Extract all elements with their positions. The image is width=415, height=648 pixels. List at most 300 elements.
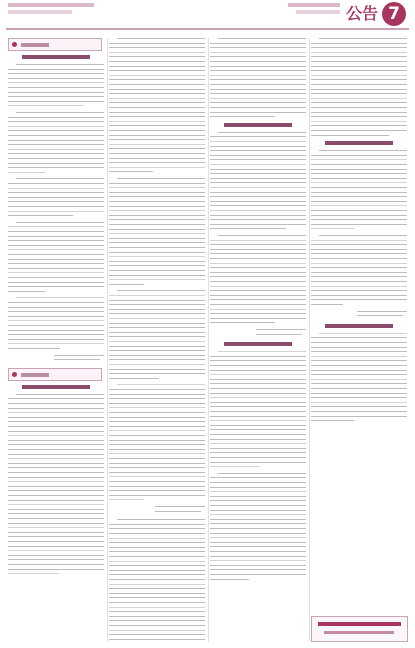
- text-line: [109, 66, 205, 67]
- text-line: [109, 233, 205, 234]
- text-line: [8, 343, 104, 344]
- text-line: [109, 495, 205, 496]
- text-line: [8, 117, 104, 118]
- text-line: [8, 311, 104, 312]
- text-line: [311, 173, 407, 174]
- text-line: [311, 406, 407, 407]
- text-line: [8, 513, 104, 514]
- text-line: [210, 411, 306, 412]
- text-line: [210, 482, 306, 483]
- text-line: [210, 276, 306, 277]
- text-line: [210, 388, 306, 389]
- section-tag: [8, 368, 102, 381]
- text-line: [311, 43, 407, 44]
- text-line: [8, 231, 104, 232]
- text-line: [218, 351, 306, 352]
- text-line: [210, 169, 306, 170]
- footer-banner: [311, 616, 408, 642]
- text-line: [311, 79, 407, 80]
- text-line: [8, 398, 104, 399]
- notice-column-2: [109, 38, 206, 642]
- text-line: [311, 178, 407, 179]
- section-tag-label: [21, 43, 49, 47]
- text-line: [311, 388, 407, 389]
- text-line: [109, 634, 205, 635]
- text-line: [8, 320, 104, 321]
- section-tag-dot: [12, 372, 17, 377]
- text-line: [8, 421, 104, 422]
- text-line: [210, 192, 306, 193]
- notice-heading: [22, 385, 90, 389]
- text-line: [210, 155, 306, 156]
- text-line: [8, 82, 104, 83]
- text-line: [210, 267, 306, 268]
- text-line: [8, 339, 104, 340]
- text-line: [109, 341, 205, 342]
- text-line: [210, 146, 306, 147]
- text-line: [109, 93, 205, 94]
- text-line: [210, 187, 306, 188]
- text-line: [311, 164, 407, 165]
- text-line: [109, 389, 205, 390]
- text-line: [210, 537, 306, 538]
- text-line: [117, 38, 205, 39]
- text-line: [109, 56, 205, 57]
- text-line: [210, 356, 306, 357]
- text-line: [311, 61, 407, 62]
- text-line: [8, 417, 104, 418]
- text-line: [311, 196, 407, 197]
- text-line: [109, 183, 205, 184]
- text-line: [8, 197, 104, 198]
- text-line: [109, 355, 205, 356]
- text-line: [109, 187, 205, 188]
- section-tag-label: [21, 373, 49, 377]
- text-line: [210, 43, 306, 44]
- text-line: [218, 473, 306, 474]
- text-line: [210, 420, 306, 421]
- text-line: [109, 153, 205, 154]
- column-divider: [309, 38, 310, 642]
- text-line: [218, 38, 306, 39]
- text-line: [311, 75, 407, 76]
- text-line: [109, 224, 205, 225]
- text-line: [8, 564, 104, 565]
- text-line: [109, 247, 205, 248]
- text-line: [109, 121, 205, 122]
- text-line: [218, 132, 306, 133]
- text-line: [109, 417, 205, 418]
- text-line: [210, 528, 306, 529]
- text-line: [210, 556, 306, 557]
- text-line: [210, 406, 306, 407]
- issue-date-line: [296, 10, 340, 14]
- text-line: [210, 443, 306, 444]
- text-line: [311, 112, 407, 113]
- text-line: [210, 360, 306, 361]
- text-line: [109, 570, 205, 571]
- text-line: [109, 593, 205, 594]
- text-line: [311, 56, 407, 57]
- text-line: [109, 196, 205, 197]
- text-line: [8, 140, 104, 141]
- text-line: [109, 256, 205, 257]
- text-line: [16, 112, 104, 113]
- text-line: [210, 56, 306, 57]
- text-line: [109, 584, 205, 585]
- text-line: [311, 155, 407, 156]
- text-line: [8, 495, 104, 496]
- text-line: [210, 182, 306, 183]
- page-number-badge: 7: [382, 2, 406, 26]
- text-line: [8, 325, 104, 326]
- text-line: [210, 224, 306, 225]
- masthead: [0, 0, 415, 30]
- signature-line: [155, 511, 201, 512]
- text-line: [109, 336, 205, 337]
- section-tag: [8, 38, 102, 51]
- text-line: [109, 620, 205, 621]
- signature-line: [256, 329, 306, 330]
- text-line: [8, 144, 104, 145]
- text-line: [210, 523, 306, 524]
- text-line: [8, 569, 104, 570]
- text-line: [109, 284, 144, 285]
- text-line: [210, 281, 306, 282]
- text-line: [8, 153, 104, 154]
- footer-banner-line: [318, 622, 401, 626]
- text-line: [210, 272, 306, 273]
- section-title: 公告: [346, 4, 379, 23]
- text-line: [210, 309, 306, 310]
- text-line: [8, 240, 104, 241]
- text-line: [109, 210, 205, 211]
- text-line: [8, 536, 104, 537]
- text-line: [311, 347, 407, 348]
- text-line: [311, 84, 407, 85]
- text-line: [311, 70, 407, 71]
- text-line: [109, 116, 205, 117]
- text-line: [319, 38, 407, 39]
- text-line: [210, 383, 306, 384]
- text-line: [109, 524, 205, 525]
- text-line: [311, 102, 407, 103]
- text-line: [109, 444, 205, 445]
- text-line: [109, 270, 205, 271]
- text-line: [311, 187, 407, 188]
- text-line: [210, 462, 306, 463]
- text-line: [8, 449, 104, 450]
- text-line: [109, 219, 205, 220]
- text-line: [210, 61, 306, 62]
- text-line: [109, 279, 205, 280]
- text-line: [109, 597, 205, 598]
- text-line: [210, 452, 306, 453]
- text-line: [109, 542, 205, 543]
- text-line: [210, 52, 306, 53]
- masthead-rule: [6, 28, 409, 30]
- notice-column-4: [311, 38, 408, 642]
- text-line: [109, 79, 205, 80]
- text-line: [210, 102, 306, 103]
- text-line: [8, 282, 104, 283]
- notice-heading: [224, 342, 292, 346]
- text-line: [8, 192, 104, 193]
- text-line: [8, 490, 104, 491]
- text-line: [16, 297, 104, 298]
- text-line: [109, 112, 205, 113]
- text-line: [109, 565, 205, 566]
- text-line: [210, 164, 306, 165]
- text-line: [8, 435, 104, 436]
- text-line: [311, 393, 407, 394]
- notice-column-1: [8, 38, 105, 642]
- text-line: [8, 105, 84, 106]
- text-line: [210, 374, 306, 375]
- text-line: [210, 299, 306, 300]
- text-line: [109, 378, 159, 379]
- text-line: [8, 206, 104, 207]
- text-line: [109, 611, 205, 612]
- text-line: [8, 211, 104, 212]
- text-line: [8, 121, 104, 122]
- text-line: [210, 496, 306, 497]
- publisher-info-line: [8, 10, 72, 14]
- text-line: [210, 84, 306, 85]
- text-line: [8, 509, 104, 510]
- text-line: [109, 167, 205, 168]
- text-line: [210, 514, 306, 515]
- text-line: [311, 295, 407, 296]
- text-line: [109, 369, 205, 370]
- text-line: [210, 159, 306, 160]
- text-line: [109, 639, 205, 640]
- text-line: [210, 313, 306, 314]
- text-line: [109, 407, 205, 408]
- issue-date-line: [288, 3, 340, 7]
- text-line: [210, 107, 306, 108]
- text-line: [311, 365, 407, 366]
- text-line: [109, 426, 205, 427]
- text-line: [8, 291, 45, 292]
- text-line: [109, 107, 205, 108]
- text-line: [109, 84, 205, 85]
- text-line: [8, 263, 104, 264]
- text-line: [311, 210, 407, 211]
- text-line: [210, 565, 306, 566]
- text-line: [8, 527, 104, 528]
- text-line: [210, 519, 306, 520]
- text-line: [109, 158, 205, 159]
- text-line: [218, 235, 306, 236]
- text-line: [319, 150, 407, 151]
- text-line: [210, 546, 306, 547]
- text-line: [8, 412, 104, 413]
- text-line: [311, 286, 407, 287]
- text-line: [8, 444, 104, 445]
- text-line: [109, 323, 205, 324]
- text-line: [311, 290, 407, 291]
- text-line: [210, 98, 306, 99]
- text-line: [109, 551, 205, 552]
- text-line: [109, 412, 205, 413]
- text-line: [109, 440, 205, 441]
- text-line: [210, 393, 306, 394]
- text-line: [8, 504, 104, 505]
- text-line: [109, 238, 205, 239]
- text-line: [8, 130, 104, 131]
- text-line: [8, 523, 104, 524]
- text-line: [8, 149, 104, 150]
- text-line: [311, 52, 407, 53]
- text-line: [109, 481, 205, 482]
- text-line: [109, 538, 205, 539]
- text-line: [109, 265, 205, 266]
- text-line: [311, 182, 407, 183]
- text-line: [8, 73, 104, 74]
- text-line: [210, 196, 306, 197]
- text-line: [109, 148, 205, 149]
- text-line: [210, 244, 306, 245]
- text-line: [210, 112, 306, 113]
- text-line: [109, 261, 205, 262]
- text-line: [8, 226, 104, 227]
- text-line: [311, 374, 407, 375]
- text-line: [210, 258, 306, 259]
- publisher-info-line: [8, 3, 94, 7]
- text-line: [8, 426, 104, 427]
- text-line: [311, 258, 407, 259]
- text-line: [8, 334, 104, 335]
- text-line: [117, 384, 205, 385]
- text-line: [311, 416, 407, 417]
- text-line: [210, 93, 306, 94]
- text-line: [109, 52, 205, 53]
- text-line: [109, 458, 205, 459]
- text-line: [210, 370, 306, 371]
- text-line: [16, 64, 104, 65]
- text-line: [210, 253, 306, 254]
- text-line: [210, 434, 306, 435]
- text-line: [16, 394, 104, 395]
- text-line: [210, 290, 306, 291]
- text-line: [210, 263, 306, 264]
- text-line: [109, 135, 205, 136]
- text-line: [109, 463, 205, 464]
- text-line: [109, 43, 205, 44]
- text-line: [109, 346, 205, 347]
- text-line: [210, 66, 306, 67]
- text-line: [109, 98, 205, 99]
- text-line: [210, 457, 306, 458]
- text-line: [109, 139, 205, 140]
- text-line: [210, 510, 306, 511]
- text-line: [210, 569, 306, 570]
- text-line: [8, 101, 104, 102]
- text-line: [109, 295, 205, 296]
- text-line: [109, 364, 205, 365]
- footer-banner-line: [324, 631, 394, 634]
- text-line: [210, 286, 306, 287]
- text-line: [109, 579, 205, 580]
- text-line: [8, 126, 104, 127]
- text-line: [8, 348, 60, 349]
- text-line: [311, 93, 407, 94]
- text-line: [311, 135, 389, 136]
- text-line: [8, 78, 104, 79]
- text-line: [311, 356, 407, 357]
- notice-heading: [224, 123, 292, 127]
- text-line: [109, 47, 205, 48]
- text-line: [311, 402, 407, 403]
- text-line: [109, 125, 205, 126]
- text-line: [8, 259, 104, 260]
- text-line: [210, 150, 306, 151]
- text-line: [109, 403, 205, 404]
- text-line: [311, 370, 407, 371]
- text-line: [8, 277, 104, 278]
- text-line: [109, 588, 205, 589]
- signature-line: [357, 315, 403, 316]
- text-line: [109, 467, 205, 468]
- text-line: [8, 559, 104, 560]
- text-line: [8, 135, 104, 136]
- text-line: [8, 550, 104, 551]
- text-line: [16, 222, 104, 223]
- text-line: [210, 365, 306, 366]
- text-line: [319, 235, 407, 236]
- text-line: [109, 332, 205, 333]
- text-line: [109, 547, 205, 548]
- text-line: [210, 70, 306, 71]
- text-line: [109, 472, 205, 473]
- text-line: [109, 318, 205, 319]
- text-line: [311, 66, 407, 67]
- text-line: [109, 300, 205, 301]
- text-line: [210, 141, 306, 142]
- text-line: [109, 192, 205, 193]
- text-line: [109, 359, 205, 360]
- text-line: [311, 107, 407, 108]
- text-line: [8, 286, 104, 287]
- column-divider: [107, 38, 108, 642]
- text-line: [311, 47, 407, 48]
- text-line: [210, 304, 306, 305]
- text-line: [109, 561, 205, 562]
- text-line: [210, 551, 306, 552]
- text-line: [311, 89, 407, 90]
- text-line: [210, 416, 306, 417]
- text-line: [210, 219, 306, 220]
- signature-line: [54, 359, 100, 360]
- text-line: [311, 263, 407, 264]
- notice-heading: [325, 324, 393, 328]
- text-line: [210, 201, 306, 202]
- text-line: [210, 249, 306, 250]
- text-line: [109, 533, 205, 534]
- text-line: [109, 171, 153, 172]
- text-line: [210, 136, 306, 137]
- text-line: [210, 116, 275, 117]
- text-line: [8, 316, 104, 317]
- text-line: [311, 244, 407, 245]
- text-line: [8, 87, 104, 88]
- text-line: [8, 454, 104, 455]
- text-line: [311, 159, 407, 160]
- text-line: [109, 75, 205, 76]
- text-line: [311, 215, 407, 216]
- text-line: [8, 183, 104, 184]
